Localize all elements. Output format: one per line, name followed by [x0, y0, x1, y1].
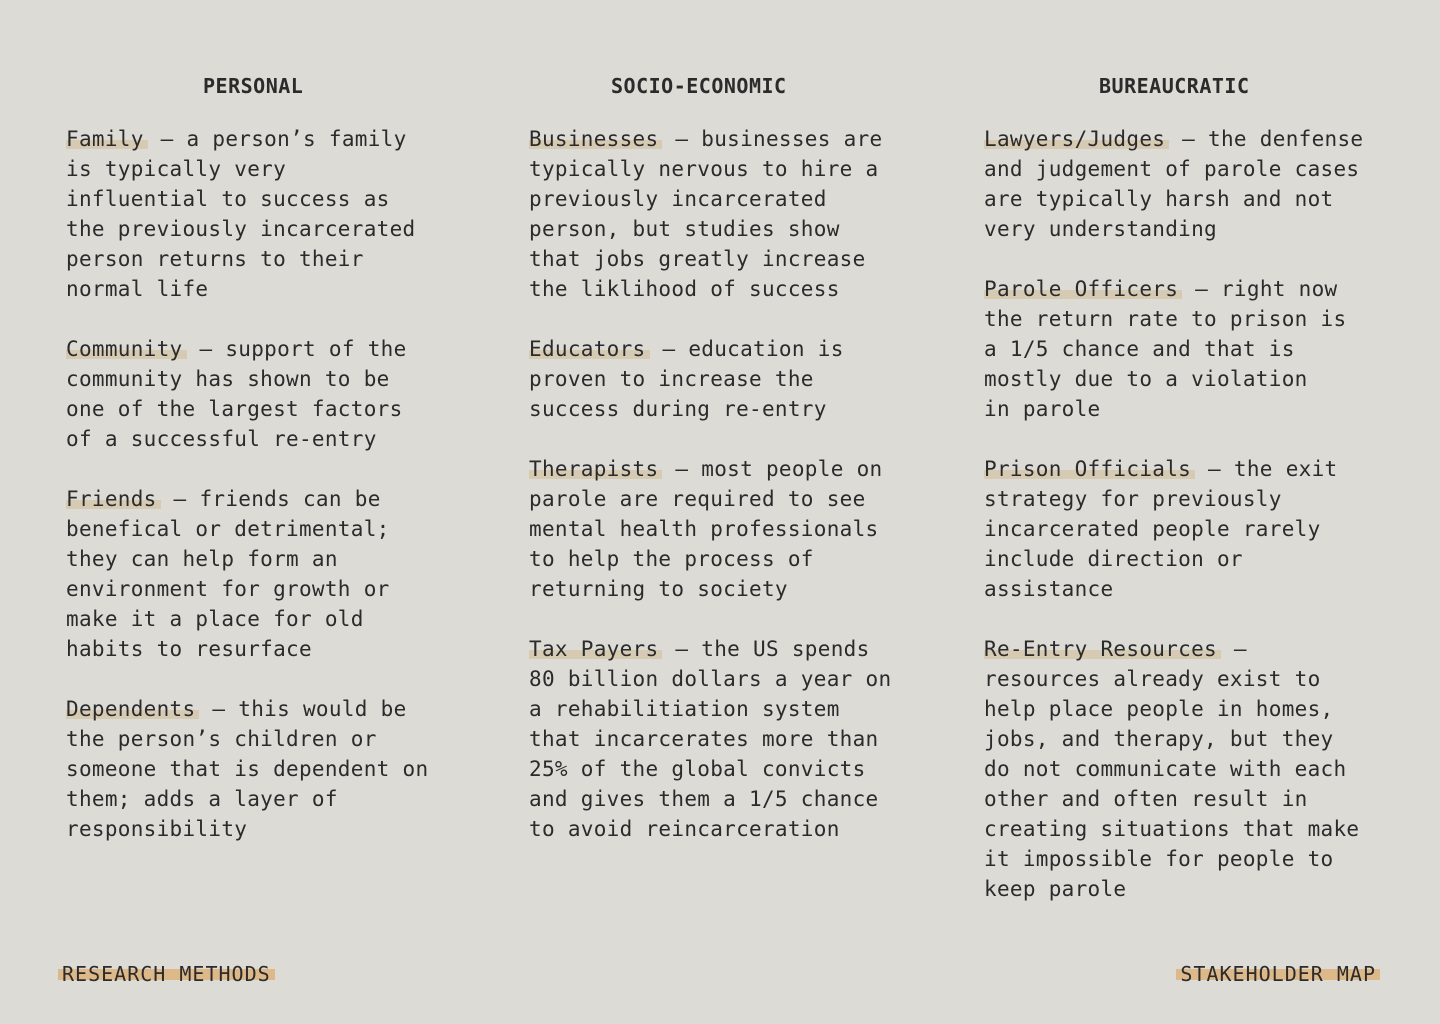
entry-text: – resources already exist to help place people in homes, jobs, and therapy, but they do not communicate with each other and often result in creating situations that make it impossible for people to keep parole — [984, 637, 1360, 901]
entry-businesses — [529, 124, 929, 304]
entry-text: – right now the return rate to prison is a 1/5 chance and that is mostly due to a violation in parole — [984, 277, 1347, 421]
entry-text: – businesses are typically nervous to hire a previously incarcerated person, but studies show that jobs greatly increase the liklihood of success — [529, 127, 883, 301]
entry-text: – support of the community has shown to be one of the largest factors of a successful re-entry — [66, 337, 407, 451]
column-bureaucratic — [984, 72, 1404, 934]
column-heading-personal: PERSONAL — [203, 74, 304, 98]
entry-re-entry-resources — [984, 634, 1404, 904]
term-lawyers-judges: Lawyers/Judges — [984, 127, 1169, 151]
term-prison-officials: Prison Officials — [984, 457, 1195, 481]
entry-text: – friends can be benefical or detrimental; they can help form an environment for growth or make it a place for old habits to resurface — [66, 487, 390, 661]
entry-text: – the denfense and judgement of parole cases are typically harsh and not very understanding — [984, 127, 1364, 241]
entry-text: – the US spends 80 billion dollars a year on a rehabilitiation system that incarcerates more than 25% of the global convicts and gives them a 1/5 chance to avoid reincarceration — [529, 637, 892, 841]
entry-text: – the exit strategy for previously incarcerated people rarely include direction or assistance — [984, 457, 1338, 601]
term-dependents: Dependents — [66, 697, 199, 721]
entry-lawyers-judges — [984, 124, 1404, 244]
entry-community — [66, 334, 466, 454]
entry-educators — [529, 334, 929, 424]
entry-therapists — [529, 454, 929, 604]
column-heading-socio-economic: SOCIO-ECONOMIC — [611, 74, 787, 98]
entry-text: – a person’s family is typically very influential to success as the previously incarcerated person returns to their normal life — [66, 127, 416, 301]
term-family: Family — [66, 127, 148, 151]
entry-friends — [66, 484, 466, 664]
entry-text: – education is proven to increase the success during re-entry — [529, 337, 844, 421]
term-parole-officers: Parole Officers — [984, 277, 1182, 301]
entry-text: – this would be the person’s children or someone that is dependent on them; adds a layer of responsibility — [66, 697, 429, 841]
entry-tax-payers — [529, 634, 929, 844]
column-socio-economic — [529, 72, 929, 874]
term-businesses: Businesses — [529, 127, 662, 151]
footer-stakeholder-map: STAKEHOLDER MAP — [1176, 960, 1380, 988]
footer-research-methods: RESEARCH METHODS — [58, 960, 275, 988]
column-personal — [66, 72, 466, 874]
term-tax-payers: Tax Payers — [529, 637, 662, 661]
term-educators: Educators — [529, 337, 650, 361]
entry-family — [66, 124, 466, 304]
entry-dependents — [66, 694, 466, 844]
entry-parole-officers — [984, 274, 1404, 424]
term-friends: Friends — [66, 487, 161, 511]
column-heading-bureaucratic: BUREAUCRATIC — [1099, 74, 1250, 98]
entry-prison-officials — [984, 454, 1404, 604]
entry-text: – most people on parole are required to see mental health professionals to help the process of returning to society — [529, 457, 883, 601]
term-re-entry-resources: Re-Entry Resources — [984, 637, 1221, 661]
term-community: Community — [66, 337, 187, 361]
term-therapists: Therapists — [529, 457, 662, 481]
